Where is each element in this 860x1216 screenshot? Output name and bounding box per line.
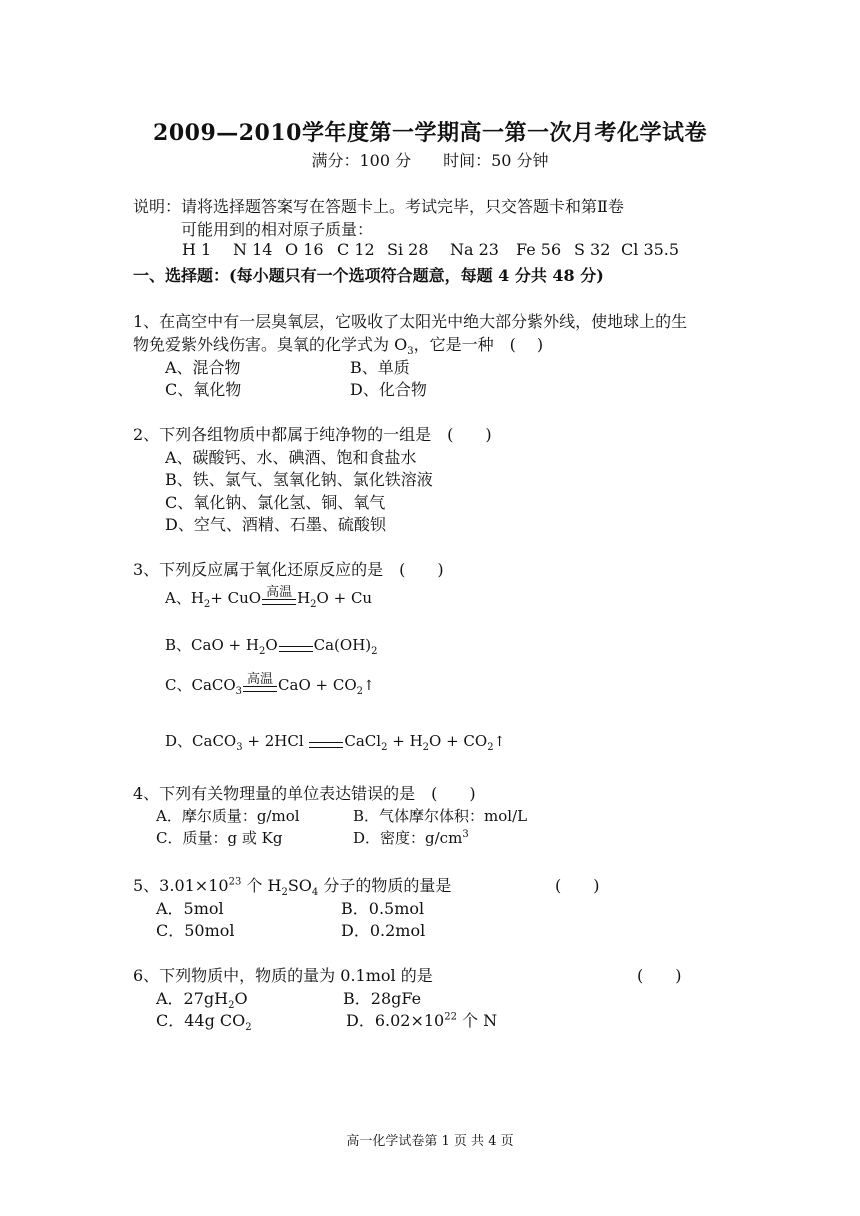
q6-answer-paren: ( ) bbox=[637, 966, 682, 985]
atomic-mass-h: H 1 bbox=[182, 240, 212, 259]
q2-option-c: C、氧化钠、氯化氢、铜、氧气 bbox=[165, 493, 386, 512]
q3-option-c: C、CaCO$_3$ 高温 CaO + $CO_2↑$ bbox=[165, 672, 375, 697]
atomic-mass-c: C 12 bbox=[337, 240, 375, 259]
q4-stem: 4、下列有关物理量的单位表达错误的是 ( ) bbox=[133, 784, 476, 803]
q5-answer-paren: ( ) bbox=[555, 876, 600, 895]
high-temp-equals-sign: 高温 bbox=[243, 673, 277, 697]
q6-stem: 6、下列物质中，物质的量为 0.1mol 的是 bbox=[133, 966, 433, 985]
q5-option-c: C．50mol bbox=[156, 921, 235, 940]
q1-option-a: A、混合物 bbox=[165, 358, 241, 377]
q4-option-c: C．质量：g 或 Kg bbox=[156, 829, 283, 847]
q5-option-b: B．0.5mol bbox=[341, 899, 425, 918]
q3-stem: 3、下列反应属于氧化还原反应的是 ( ) bbox=[133, 560, 444, 579]
high-temp-equals-sign: 高温 bbox=[262, 586, 296, 610]
q6-option-c: C．44g $CO_2$ bbox=[156, 1011, 252, 1034]
q6-option-a: A．$27gH_2O$ bbox=[156, 989, 248, 1012]
q4-option-d: D．密度：$g/cm^3$ bbox=[353, 829, 469, 847]
q3-option-d: D、CaCO$_3$ + 2HCl CaCl$_2$ + $H_2O$ + $CO_2↑$ bbox=[165, 732, 506, 753]
q2-stem: 2、下列各组物质中都属于纯净物的一组是 ( ) bbox=[133, 425, 492, 444]
q6-option-d: D．$6.02\times 10^{22}$ 个 N bbox=[346, 1011, 498, 1030]
q1-option-c: C、氧化物 bbox=[165, 380, 242, 399]
page-footer: 高一化学试卷第 1 页 共 4 页 bbox=[346, 1134, 514, 1149]
q2-option-b: B、铁、氯气、氢氧化钠、氯化铁溶液 bbox=[165, 470, 433, 489]
q3-option-a: A、$H_2+$ CuO 高温 $H_2O + Cu$ bbox=[165, 585, 373, 610]
instructions-line2: 可能用到的相对原子质量： bbox=[181, 220, 374, 239]
page-title: 2009—2010学年度第一学期高一第一次月考化学试卷 bbox=[153, 120, 707, 146]
atomic-mass-cl: Cl 35.5 bbox=[621, 240, 680, 259]
atomic-mass-s: S 32 bbox=[574, 240, 611, 259]
q4-option-b: B．气体摩尔体积：mol/L bbox=[353, 807, 528, 825]
q5-option-d: D．0.2mol bbox=[341, 921, 426, 940]
atomic-mass-o: O 16 bbox=[285, 240, 324, 259]
q4-option-a: A．摩尔质量：g/mol bbox=[156, 807, 300, 825]
atomic-mass-si: Si 28 bbox=[387, 240, 429, 259]
q5-stem: 5、$3.01\times 10^{23}$ 个 $H_2SO_4$ 分子的物质的量是 bbox=[133, 876, 452, 899]
q1-stem-line1: 1、在高空中有一层臭氧层，它吸收了太阳光中绝大部分紫外线，使地球上的生 bbox=[133, 312, 688, 331]
equals-sign bbox=[279, 637, 313, 657]
q2-option-a: A、碳酸钙、水、碘酒、饱和食盐水 bbox=[165, 448, 417, 467]
gas-arrow-icon: ↑ bbox=[363, 678, 375, 694]
gas-arrow-icon: ↑ bbox=[493, 734, 506, 750]
q6-option-b: B．28gFe bbox=[343, 989, 422, 1008]
q1-stem-line2: 物免爱紫外线伤害。臭氧的化学式为 $O_3$，它是一种 ( ) bbox=[133, 335, 544, 358]
q3-option-b: B、CaO + $H_2O$ $Ca(OH)_2$ bbox=[165, 636, 378, 657]
q1-option-b: B、单质 bbox=[350, 358, 410, 377]
atomic-mass-na: Na 23 bbox=[450, 240, 499, 259]
atomic-mass-n: N 14 bbox=[233, 240, 273, 259]
instructions-line1: 说明：请将选择题答案写在答题卡上。考试完毕，只交答题卡和第Ⅱ卷 bbox=[133, 197, 624, 216]
exam-info: 满分：100 分 时间：50 分钟 bbox=[311, 151, 549, 170]
equals-sign bbox=[309, 733, 343, 753]
q5-option-a: A．5mol bbox=[156, 899, 224, 918]
q1-option-d: D、化合物 bbox=[350, 380, 427, 399]
atomic-mass-fe: Fe 56 bbox=[516, 240, 562, 259]
section-heading: 一、选择题：(每小题只有一个选项符合题意，每题 4 分共 48 分) bbox=[133, 266, 604, 285]
q2-option-d: D、空气、酒精、石墨、硫酸钡 bbox=[165, 515, 386, 534]
